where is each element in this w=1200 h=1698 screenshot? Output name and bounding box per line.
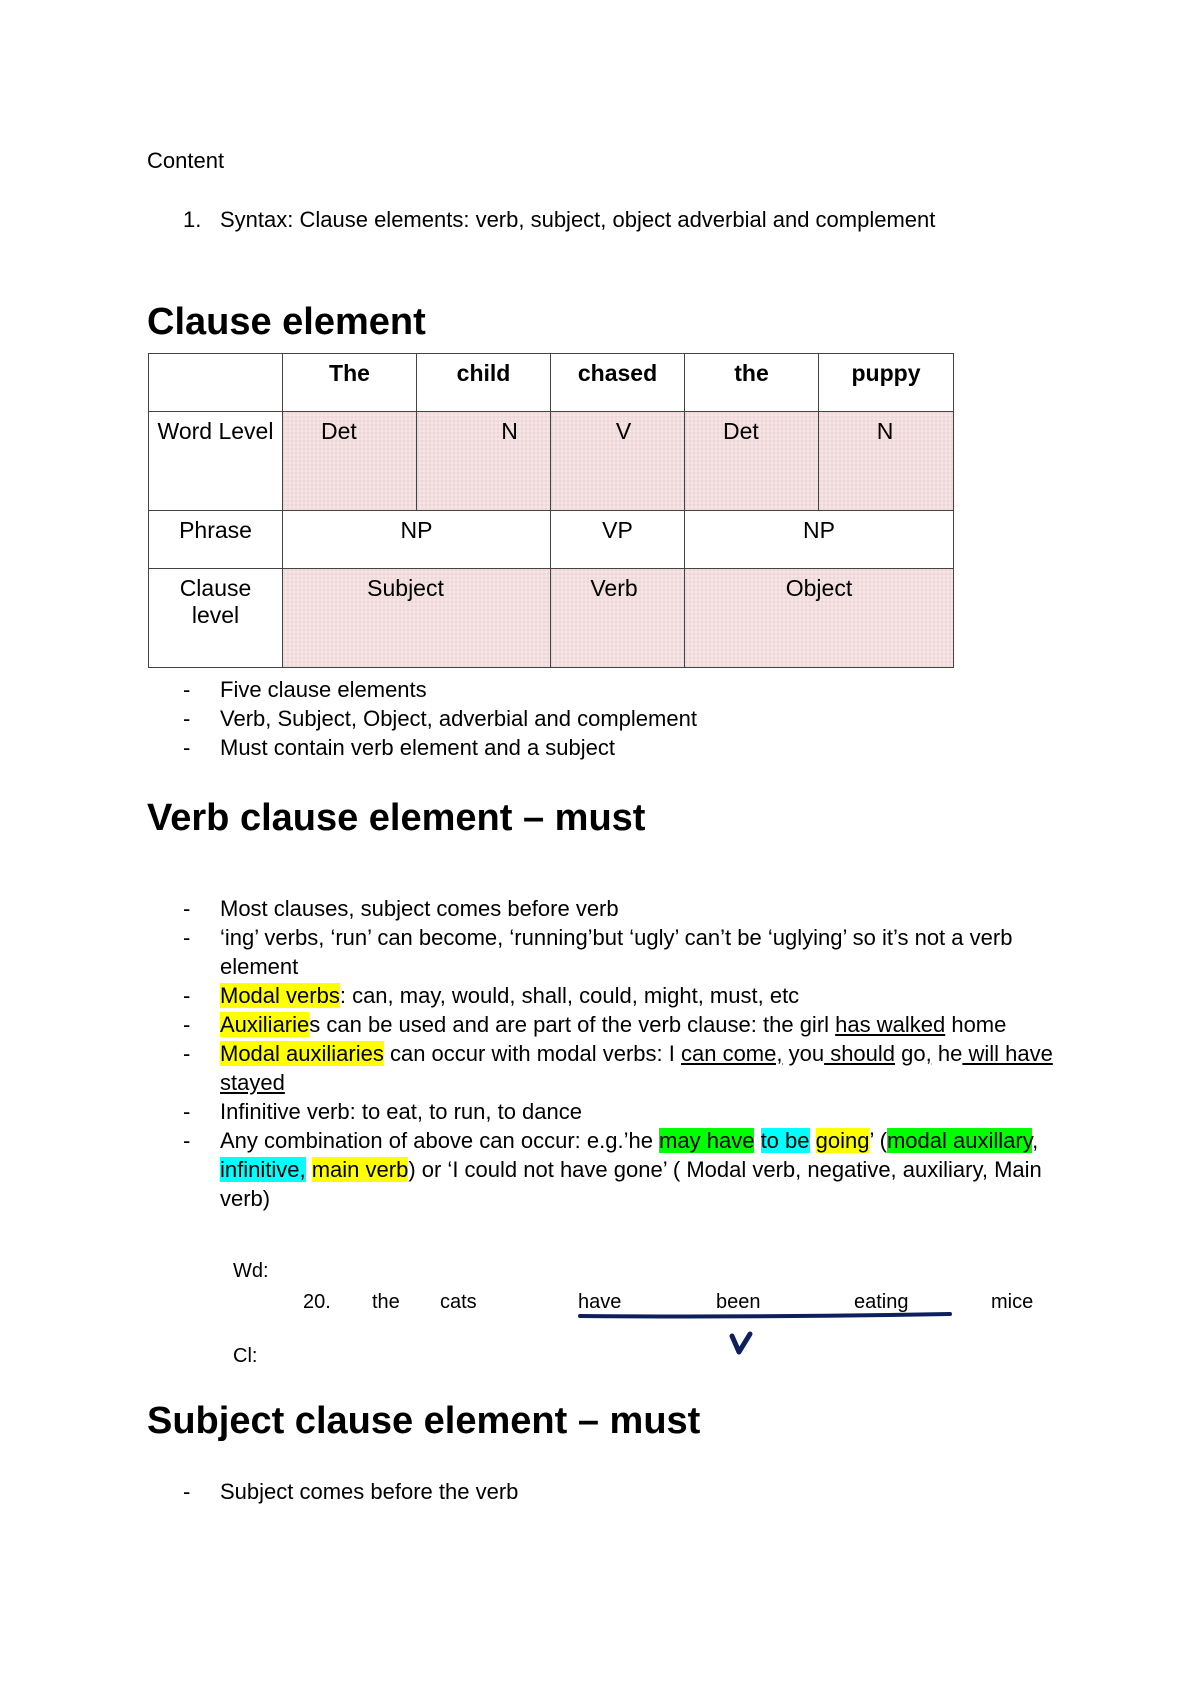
- underlined-text: has walked: [835, 1012, 946, 1037]
- table-header-cell: child: [417, 354, 551, 412]
- table-cell: Object: [685, 568, 954, 667]
- cl-label: Cl:: [233, 1345, 258, 1367]
- list-item: - Modal verbs: can, may, would, shall, could, might, must, etc: [183, 981, 1073, 1010]
- table-cell: NP: [685, 510, 954, 568]
- table-row-phrase: [149, 510, 954, 568]
- verb-section-heading: Verb clause element – must: [147, 797, 646, 839]
- table-cell: N: [417, 411, 551, 510]
- row-label-clause-level: Clause level: [149, 568, 283, 667]
- list-item: - Modal auxiliaries can occur with modal verbs: I can come, you should go, he will have stayed: [183, 1039, 1073, 1097]
- clause-element-heading: Clause element: [147, 301, 426, 343]
- row-label-word-level: Word Level: [149, 411, 283, 510]
- highlight: infinitive,: [220, 1157, 306, 1182]
- table-header-row: [149, 354, 954, 412]
- highlight: to be: [760, 1128, 810, 1153]
- table-header-cell: chased: [551, 354, 685, 412]
- verb-bullet-list: [183, 894, 1073, 1213]
- highlight: modal auxillary: [886, 1128, 1033, 1153]
- clause-element-table: [148, 353, 954, 668]
- toc-text: Syntax: Clause elements: verb, subject, object adverbial and complement: [220, 207, 936, 232]
- list-item: - Infinitive verb: to eat, to run, to dance: [183, 1097, 1073, 1126]
- toc-number: 1.: [183, 207, 202, 232]
- highlight: Modal verbs: [220, 983, 340, 1008]
- table-cell: V: [551, 411, 685, 510]
- list-item: - Verb, Subject, Object, adverbial and complement: [183, 704, 697, 733]
- table-cell: N: [819, 411, 954, 510]
- highlight: Auxiliarie: [220, 1012, 310, 1037]
- table-cell: VP: [551, 510, 685, 568]
- table-row-clause-level: [149, 568, 954, 667]
- diagram-word: the: [372, 1291, 400, 1313]
- handwritten-v-mark: [728, 1330, 754, 1356]
- diagram-word: eating: [854, 1291, 909, 1313]
- table-header-cell: The: [283, 354, 417, 412]
- highlight: going: [815, 1128, 870, 1153]
- diagram-number: 20.: [303, 1291, 331, 1313]
- diagram-word: have: [578, 1291, 622, 1313]
- table-cell: Det: [283, 411, 417, 510]
- row-label-phrase: Phrase: [149, 510, 283, 568]
- clause-bullet-list: [183, 675, 697, 762]
- subject-section-heading: Subject clause element – must: [147, 1400, 701, 1442]
- handwritten-underline: [578, 1311, 954, 1319]
- table-header-empty: [149, 354, 283, 412]
- diagram-word: been: [716, 1291, 761, 1313]
- list-item: - Five clause elements: [183, 675, 697, 704]
- highlight: Modal auxiliaries: [220, 1041, 384, 1066]
- list-item: - Auxiliaries can be used and are part of the verb clause: the girl has walked home: [183, 1010, 1073, 1039]
- table-header-cell: the: [685, 354, 819, 412]
- table-header-cell: puppy: [819, 354, 954, 412]
- table-cell: Verb: [551, 568, 685, 667]
- list-item: - Any combination of above can occur: e.g.’he may have to be going’ (modal auxillary, infinitive, main verb) or ‘I could not have gone’ ( Modal verb, negative, auxiliary, Main verb): [183, 1126, 1073, 1213]
- table-cell: Subject: [283, 568, 551, 667]
- table-cell: NP: [283, 510, 551, 568]
- content-label: Content: [147, 148, 225, 173]
- list-item: - Most clauses, subject comes before verb: [183, 894, 1073, 923]
- list-item: - Must contain verb element and a subject: [183, 733, 697, 762]
- highlight: may have: [659, 1128, 755, 1153]
- diagram-word: cats: [440, 1291, 477, 1313]
- wd-label: Wd:: [233, 1260, 269, 1282]
- table-cell: Det: [685, 411, 819, 510]
- list-item: - ‘ing’ verbs, ‘run’ can become, ‘running’but ‘ugly’ can’t be ‘uglying’ so it’s not a verb element: [183, 923, 1073, 981]
- list-item: - Subject comes before the verb: [183, 1477, 518, 1506]
- table-row-word-level: [149, 411, 954, 510]
- subject-bullet-list: [183, 1477, 518, 1506]
- diagram-word: mice: [991, 1291, 1034, 1313]
- highlight: main verb: [311, 1157, 409, 1182]
